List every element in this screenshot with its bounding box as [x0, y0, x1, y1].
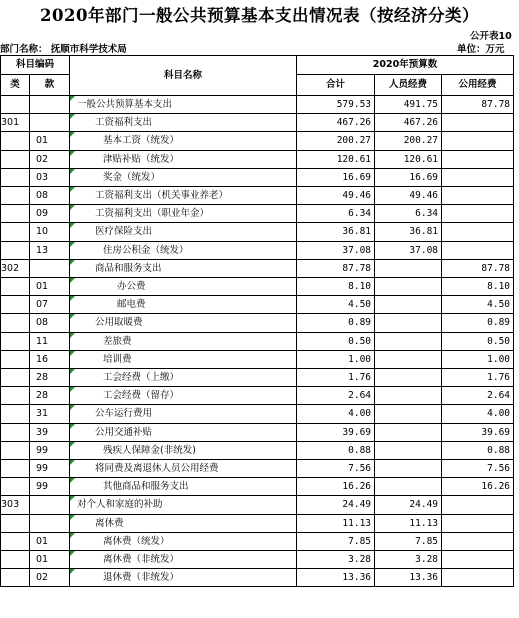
- cell-marker-icon: [70, 205, 75, 210]
- cell-marker-icon: [70, 351, 75, 356]
- subject-name-text: 工资福利支出（职业年金）: [95, 208, 210, 220]
- cell-kuan: [30, 114, 70, 132]
- cell-public: 16.26: [442, 478, 514, 496]
- subject-name-text: 公用交通补贴: [95, 426, 153, 438]
- cell-personnel: 491.75: [375, 96, 442, 114]
- cell-subject-name: [70, 441, 297, 459]
- cell-marker-icon: [70, 551, 75, 556]
- subject-name-text: 医疗保险支出: [95, 226, 153, 238]
- cell-marker-icon: [70, 296, 75, 301]
- subject-name-text: 离休费: [95, 517, 124, 529]
- cell-total: 8.10: [297, 278, 375, 296]
- cell-personnel: 16.69: [375, 168, 442, 186]
- cell-kuan: 08: [30, 187, 70, 205]
- header-subject-name: 科目名称: [70, 56, 297, 96]
- subject-name-text: 办公费: [117, 281, 146, 293]
- table-row: [1, 223, 514, 241]
- table-row: [1, 132, 514, 150]
- cell-personnel: [375, 350, 442, 368]
- cell-kuan: 08: [30, 314, 70, 332]
- cell-lei: [1, 205, 30, 223]
- cell-total: 4.00: [297, 405, 375, 423]
- cell-kuan: 10: [30, 223, 70, 241]
- cell-marker-icon: [70, 314, 75, 319]
- cell-kuan: [30, 259, 70, 277]
- cell-marker-icon: [70, 478, 75, 483]
- cell-lei: [1, 532, 30, 550]
- cell-subject-name: [70, 514, 297, 532]
- cell-lei: [1, 478, 30, 496]
- subject-name-text: 基本工资（统发）: [103, 135, 180, 147]
- subject-name-text: 离休费（统发）: [103, 535, 170, 547]
- cell-personnel: [375, 478, 442, 496]
- table-row: [1, 168, 514, 186]
- cell-kuan: 99: [30, 460, 70, 478]
- cell-public: [442, 150, 514, 168]
- cell-public: [442, 223, 514, 241]
- cell-total: 39.69: [297, 423, 375, 441]
- cell-kuan: 31: [30, 405, 70, 423]
- form-code: 公开表10: [470, 31, 512, 42]
- cell-personnel: [375, 405, 442, 423]
- cell-public: 39.69: [442, 423, 514, 441]
- cell-subject-name: [70, 205, 297, 223]
- cell-marker-icon: [70, 114, 75, 119]
- cell-personnel: [375, 441, 442, 459]
- cell-marker-icon: [70, 132, 75, 137]
- cell-personnel: [375, 314, 442, 332]
- cell-subject-name: [70, 278, 297, 296]
- cell-personnel: [375, 296, 442, 314]
- table-row: [1, 187, 514, 205]
- cell-kuan: 01: [30, 532, 70, 550]
- cell-subject-name: [70, 350, 297, 368]
- cell-kuan: 02: [30, 569, 70, 587]
- subject-name-text: 差旅费: [103, 335, 132, 347]
- cell-total: 1.00: [297, 350, 375, 368]
- cell-personnel: 13.36: [375, 569, 442, 587]
- cell-total: 36.81: [297, 223, 375, 241]
- cell-marker-icon: [70, 533, 75, 538]
- cell-marker-icon: [70, 187, 75, 192]
- cell-subject-name: [70, 387, 297, 405]
- cell-kuan: 02: [30, 150, 70, 168]
- page-title: 2020年部门一般公共预算基本支出情况表（按经济分类）: [40, 6, 479, 25]
- cell-marker-icon: [70, 242, 75, 247]
- cell-marker-icon: [70, 424, 75, 429]
- cell-kuan: 07: [30, 296, 70, 314]
- subject-name-text: 工资福利支出（机关事业养老）: [95, 190, 229, 202]
- table-row: [1, 278, 514, 296]
- cell-subject-name: [70, 478, 297, 496]
- cell-subject-name: [70, 241, 297, 259]
- cell-lei: [1, 405, 30, 423]
- cell-lei: [1, 278, 30, 296]
- cell-personnel: 120.61: [375, 150, 442, 168]
- table-row: [1, 96, 514, 114]
- cell-total: 16.26: [297, 478, 375, 496]
- table-row: [1, 350, 514, 368]
- table-row: [1, 532, 514, 550]
- cell-public: 0.50: [442, 332, 514, 350]
- table-row: [1, 514, 514, 532]
- subject-name-text: 工会经费（上缴）: [103, 372, 180, 384]
- cell-subject-name: [70, 96, 297, 114]
- cell-subject-name: [70, 187, 297, 205]
- subject-name-text: 将同费及离退休人员公用经费: [95, 463, 219, 475]
- subject-name-text: 工会经费（留存）: [103, 390, 180, 402]
- cell-lei: 302: [1, 259, 30, 277]
- cell-lei: [1, 296, 30, 314]
- cell-kuan: 01: [30, 132, 70, 150]
- cell-kuan: 03: [30, 168, 70, 186]
- table-row: [1, 259, 514, 277]
- table-row: [1, 114, 514, 132]
- cell-lei: [1, 241, 30, 259]
- subject-name-text: 邮电费: [117, 299, 146, 311]
- cell-personnel: 3.28: [375, 551, 442, 569]
- cell-total: 0.50: [297, 332, 375, 350]
- cell-personnel: 37.08: [375, 241, 442, 259]
- cell-public: [442, 168, 514, 186]
- cell-subject-name: [70, 423, 297, 441]
- subject-name-text: 工资福利支出: [95, 117, 153, 129]
- subject-name-text: 退休费（非统发）: [103, 572, 180, 584]
- subject-name-text: 公车运行费用: [95, 408, 153, 420]
- cell-subject-name: [70, 569, 297, 587]
- cell-marker-icon: [70, 442, 75, 447]
- cell-kuan: 39: [30, 423, 70, 441]
- cell-lei: [1, 551, 30, 569]
- cell-lei: [1, 223, 30, 241]
- cell-personnel: 200.27: [375, 132, 442, 150]
- cell-personnel: [375, 259, 442, 277]
- cell-marker-icon: [70, 96, 75, 101]
- cell-lei: [1, 332, 30, 350]
- subject-name-text: 商品和服务支出: [95, 262, 162, 274]
- cell-lei: [1, 423, 30, 441]
- cell-public: 4.00: [442, 405, 514, 423]
- subject-name-text: 一般公共预算基本支出: [77, 99, 173, 110]
- subject-name-text: 津贴补贴（统发）: [103, 153, 180, 165]
- cell-marker-icon: [70, 278, 75, 283]
- cell-public: [442, 514, 514, 532]
- subject-name-text: 公用取暖费: [95, 317, 143, 329]
- subject-name-text: 其他商品和服务支出: [103, 481, 189, 493]
- table-row: [1, 150, 514, 168]
- cell-subject-name: [70, 223, 297, 241]
- cell-lei: [1, 369, 30, 387]
- cell-subject-name: [70, 405, 297, 423]
- cell-personnel: [375, 278, 442, 296]
- cell-subject-name: [70, 314, 297, 332]
- cell-total: 4.50: [297, 296, 375, 314]
- cell-public: 87.78: [442, 96, 514, 114]
- cell-public: 1.76: [442, 369, 514, 387]
- cell-kuan: [30, 96, 70, 114]
- cell-marker-icon: [70, 496, 75, 501]
- cell-subject-name: [70, 551, 297, 569]
- cell-public: 87.78: [442, 259, 514, 277]
- cell-kuan: 13: [30, 241, 70, 259]
- cell-subject-name: [70, 168, 297, 186]
- cell-total: 7.56: [297, 460, 375, 478]
- cell-total: 7.85: [297, 532, 375, 550]
- table-row: [1, 332, 514, 350]
- cell-total: 16.69: [297, 168, 375, 186]
- cell-subject-name: [70, 259, 297, 277]
- table-body: [1, 96, 514, 587]
- cell-public: 1.00: [442, 350, 514, 368]
- cell-lei: [1, 150, 30, 168]
- cell-marker-icon: [70, 515, 75, 520]
- cell-total: 120.61: [297, 150, 375, 168]
- cell-personnel: 49.46: [375, 187, 442, 205]
- cell-marker-icon: [70, 569, 75, 574]
- cell-personnel: [375, 332, 442, 350]
- table-row: [1, 296, 514, 314]
- cell-total: 200.27: [297, 132, 375, 150]
- cell-kuan: [30, 514, 70, 532]
- cell-lei: [1, 96, 30, 114]
- cell-total: 2.64: [297, 387, 375, 405]
- cell-total: 0.89: [297, 314, 375, 332]
- header-lei: 类: [1, 75, 30, 96]
- cell-marker-icon: [70, 369, 75, 374]
- cell-lei: [1, 314, 30, 332]
- table-row: [1, 460, 514, 478]
- cell-lei: 303: [1, 496, 30, 514]
- header-personnel: 人员经费: [375, 75, 442, 96]
- cell-personnel: [375, 423, 442, 441]
- cell-total: 6.34: [297, 205, 375, 223]
- cell-personnel: 467.26: [375, 114, 442, 132]
- cell-total: 579.53: [297, 96, 375, 114]
- table-row: [1, 369, 514, 387]
- cell-public: 7.56: [442, 460, 514, 478]
- cell-marker-icon: [70, 169, 75, 174]
- cell-marker-icon: [70, 333, 75, 338]
- table-row: [1, 569, 514, 587]
- cell-total: 11.13: [297, 514, 375, 532]
- cell-lei: [1, 514, 30, 532]
- cell-kuan: 99: [30, 441, 70, 459]
- cell-personnel: 36.81: [375, 223, 442, 241]
- cell-lei: [1, 187, 30, 205]
- cell-lei: [1, 460, 30, 478]
- cell-public: 0.89: [442, 314, 514, 332]
- header-budget-2020: 2020年预算数: [297, 56, 514, 75]
- cell-total: 0.88: [297, 441, 375, 459]
- table-row: [1, 405, 514, 423]
- table-row: [1, 478, 514, 496]
- cell-total: 1.76: [297, 369, 375, 387]
- subject-name-text: 培训费: [103, 353, 132, 365]
- cell-kuan: 16: [30, 350, 70, 368]
- cell-public: [442, 551, 514, 569]
- cell-lei: 301: [1, 114, 30, 132]
- table-row: [1, 423, 514, 441]
- cell-kuan: 01: [30, 551, 70, 569]
- subject-name-text: 奖金（统发）: [103, 171, 161, 183]
- cell-public: [442, 496, 514, 514]
- cell-subject-name: [70, 150, 297, 168]
- table-row: [1, 387, 514, 405]
- cell-kuan: [30, 496, 70, 514]
- cell-marker-icon: [70, 460, 75, 465]
- cell-public: [442, 241, 514, 259]
- cell-marker-icon: [70, 387, 75, 392]
- cell-subject-name: [70, 369, 297, 387]
- cell-subject-name: [70, 496, 297, 514]
- cell-subject-name: [70, 296, 297, 314]
- cell-kuan: 09: [30, 205, 70, 223]
- cell-lei: [1, 168, 30, 186]
- cell-total: 49.46: [297, 187, 375, 205]
- cell-lei: [1, 387, 30, 405]
- table-row: [1, 205, 514, 223]
- header-kuan: 款: [30, 75, 70, 96]
- cell-public: [442, 569, 514, 587]
- cell-public: 0.88: [442, 441, 514, 459]
- cell-kuan: 28: [30, 369, 70, 387]
- table-row: [1, 441, 514, 459]
- subject-name-text: 残疾人保障金(非统发): [103, 444, 196, 456]
- cell-marker-icon: [70, 223, 75, 228]
- header-subject-code: 科目编码: [1, 56, 70, 75]
- cell-marker-icon: [70, 151, 75, 156]
- cell-kuan: 99: [30, 478, 70, 496]
- cell-total: 467.26: [297, 114, 375, 132]
- department-name: 部门名称： 抚顺市科学技术局: [0, 44, 127, 55]
- cell-kuan: 11: [30, 332, 70, 350]
- cell-public: 4.50: [442, 296, 514, 314]
- cell-personnel: 7.85: [375, 532, 442, 550]
- table-row: [1, 314, 514, 332]
- cell-lei: [1, 132, 30, 150]
- header-public: 公用经费: [442, 75, 514, 96]
- cell-lei: [1, 569, 30, 587]
- cell-subject-name: [70, 114, 297, 132]
- cell-public: 8.10: [442, 278, 514, 296]
- cell-public: [442, 205, 514, 223]
- cell-total: 3.28: [297, 551, 375, 569]
- cell-total: 24.49: [297, 496, 375, 514]
- cell-total: 37.08: [297, 241, 375, 259]
- cell-personnel: [375, 369, 442, 387]
- cell-public: [442, 114, 514, 132]
- cell-total: 13.36: [297, 569, 375, 587]
- unit-label: 单位：万元: [457, 44, 505, 55]
- header-total: 合计: [297, 75, 375, 96]
- cell-personnel: [375, 387, 442, 405]
- cell-public: [442, 187, 514, 205]
- subject-name-text: 对个人和家庭的补助: [77, 499, 163, 511]
- cell-marker-icon: [70, 260, 75, 265]
- cell-public: 2.64: [442, 387, 514, 405]
- cell-subject-name: [70, 460, 297, 478]
- cell-kuan: 28: [30, 387, 70, 405]
- cell-personnel: 6.34: [375, 205, 442, 223]
- cell-kuan: 01: [30, 278, 70, 296]
- cell-personnel: [375, 460, 442, 478]
- table-row: [1, 496, 514, 514]
- cell-public: [442, 132, 514, 150]
- cell-personnel: 11.13: [375, 514, 442, 532]
- cell-lei: [1, 441, 30, 459]
- cell-personnel: 24.49: [375, 496, 442, 514]
- table-row: [1, 551, 514, 569]
- table-row: [1, 241, 514, 259]
- cell-total: 87.78: [297, 259, 375, 277]
- cell-subject-name: [70, 132, 297, 150]
- cell-lei: [1, 350, 30, 368]
- subject-name-text: 离休费（非统发）: [103, 554, 180, 566]
- cell-marker-icon: [70, 405, 75, 410]
- cell-public: [442, 532, 514, 550]
- budget-table: [0, 55, 514, 587]
- cell-subject-name: [70, 532, 297, 550]
- cell-subject-name: [70, 332, 297, 350]
- subject-name-text: 住房公积金（统发）: [103, 244, 189, 256]
